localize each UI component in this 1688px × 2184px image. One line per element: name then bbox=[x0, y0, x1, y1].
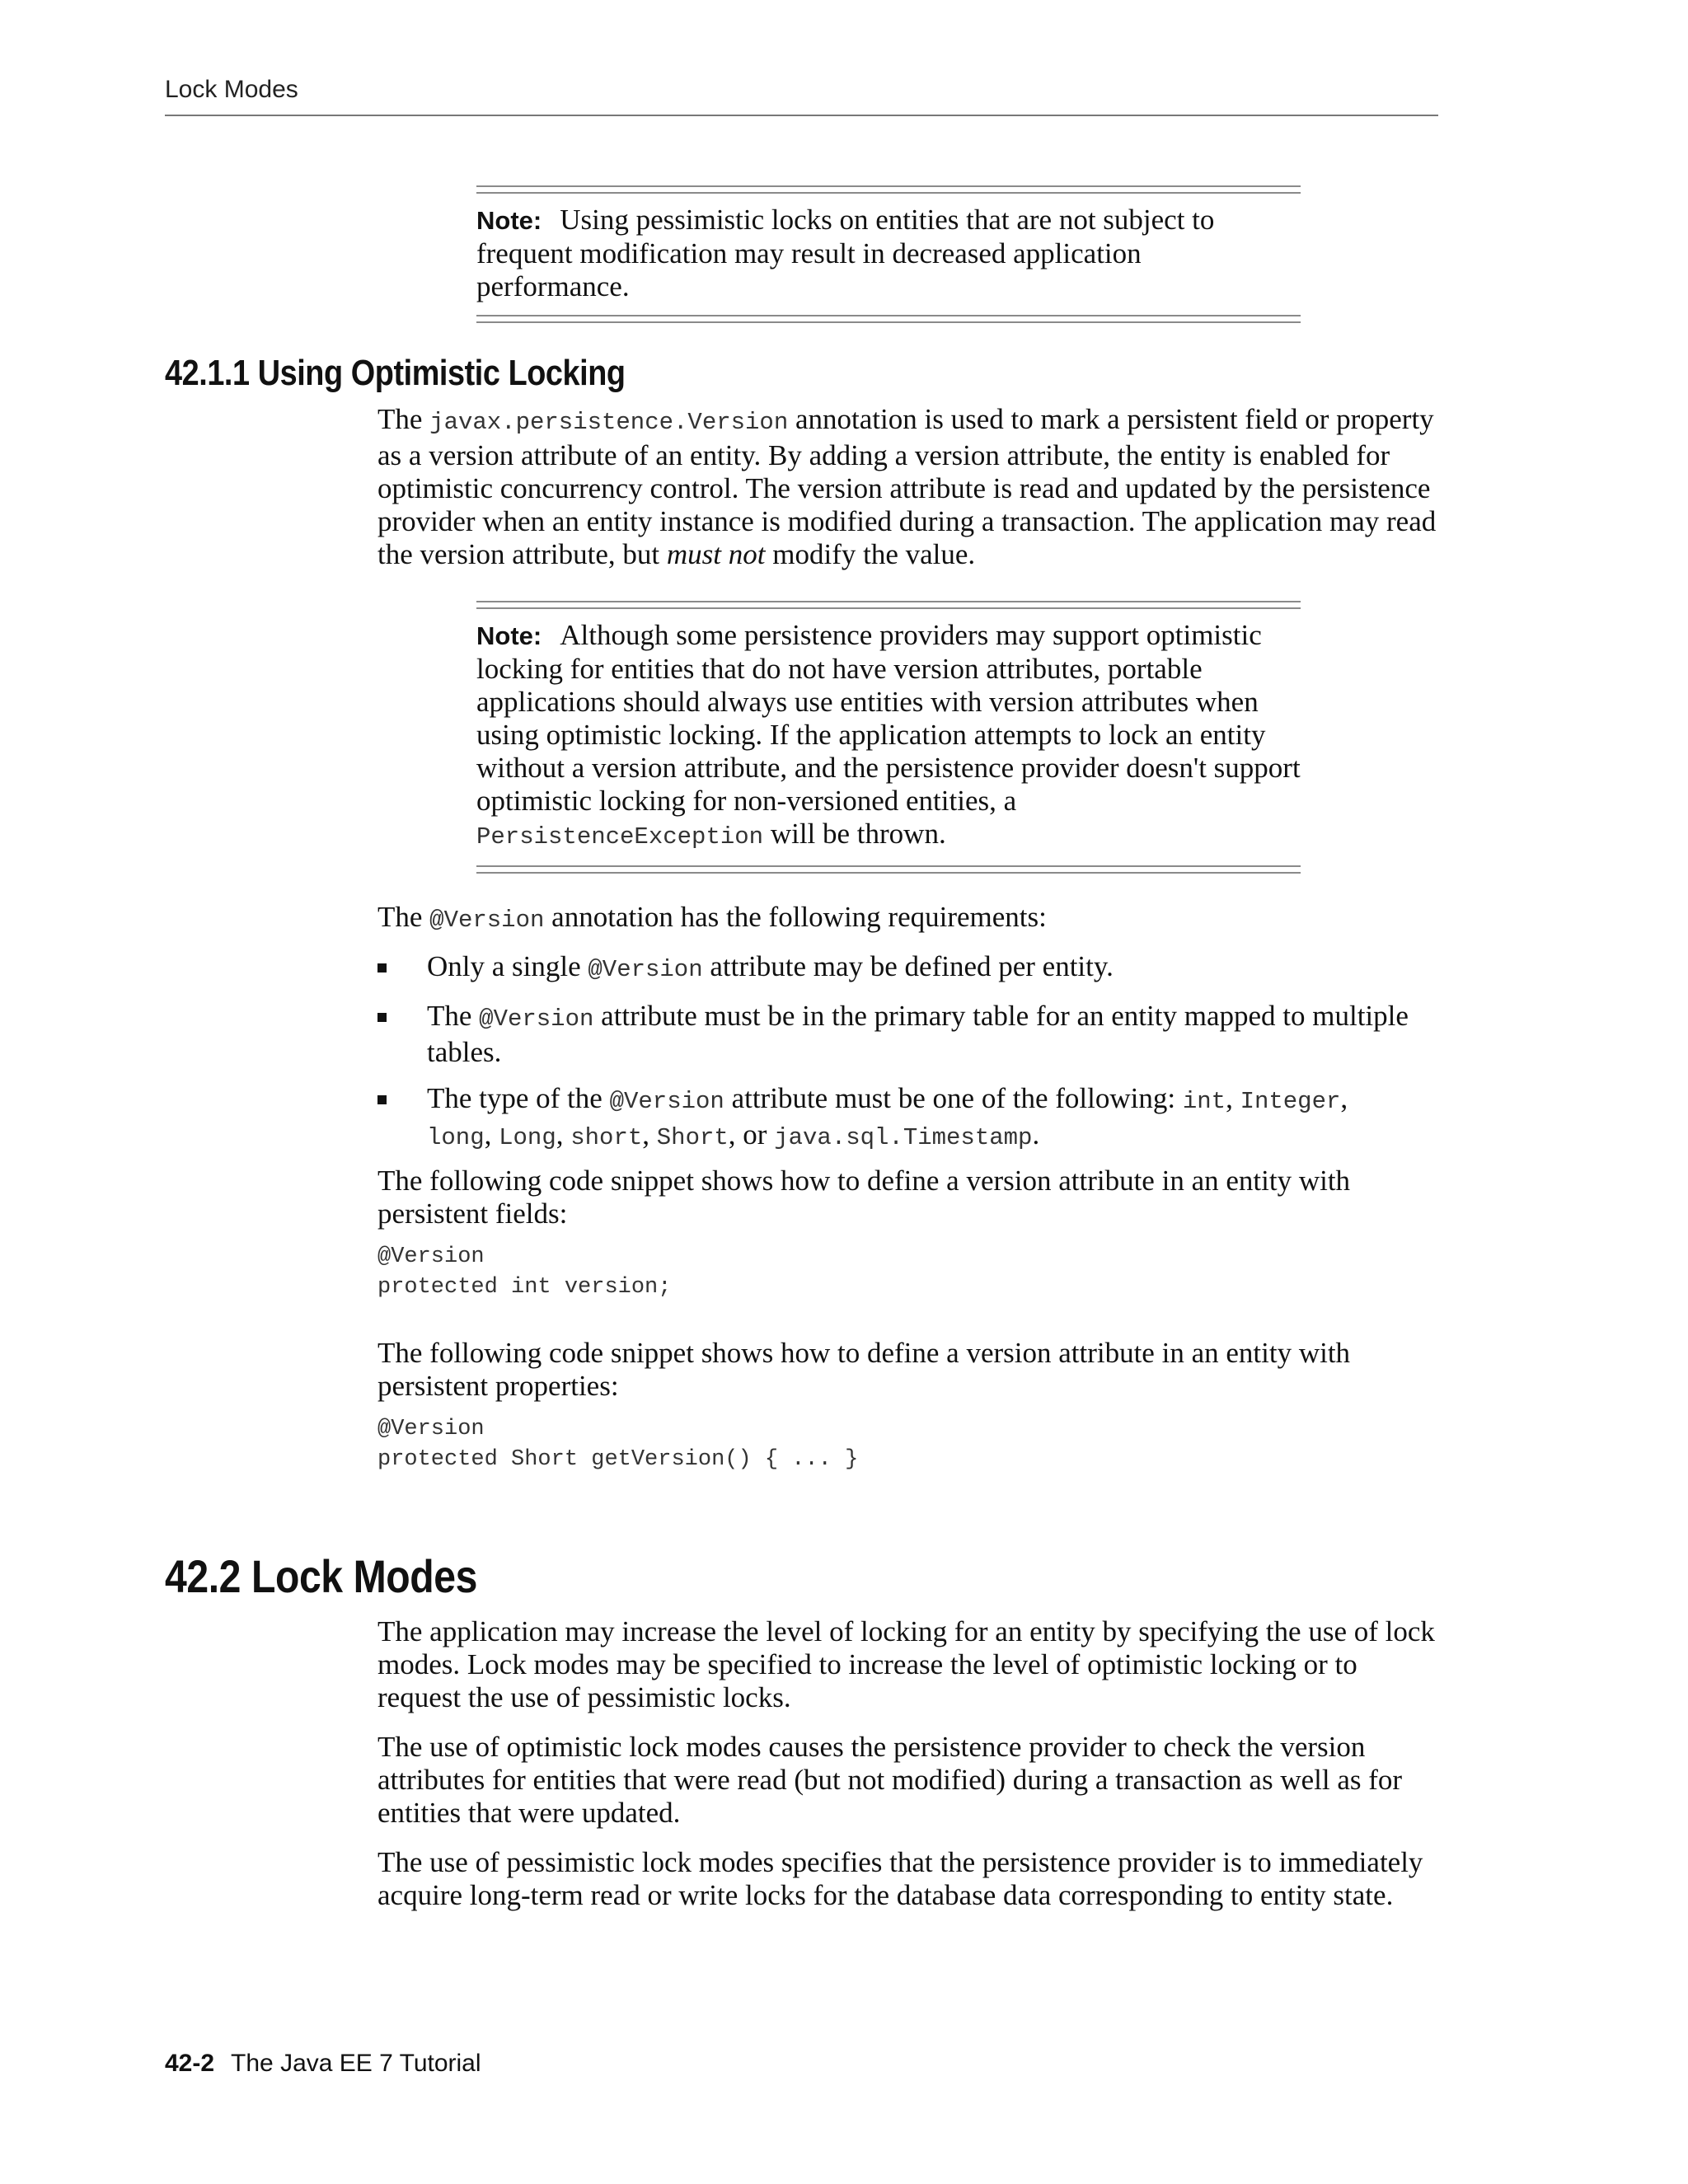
text-run: . bbox=[1032, 1118, 1040, 1151]
text-run: The bbox=[377, 901, 430, 933]
paragraph-lock-modes-2: The use of optimistic lock modes causes the persistence provider to check the version attributes for entities that were read (but not modified) during a transaction as well as for entities that were updated. bbox=[377, 1731, 1403, 1829]
inline-code: @Version bbox=[479, 1005, 594, 1033]
text-run: annotation is used to mark a persistent field or property as a version attribute of an entity. By adding a version attribute, the entity is enabled for optimistic concurrency control. The version attribute is read and updated by the persistence provider when an entity instance is modified during a transaction. The application may read the version attribute, but bbox=[377, 403, 1437, 570]
inline-code: @Version bbox=[609, 1088, 724, 1115]
list-item bbox=[377, 950, 1441, 987]
inline-code: @Version bbox=[588, 956, 703, 983]
code-line: @Version bbox=[377, 1244, 485, 1269]
section-heading-optimistic-locking: 42.1.1 Using Optimistic Locking bbox=[165, 353, 626, 393]
separator: , or bbox=[728, 1118, 775, 1151]
inline-code: javax.persistence.Version bbox=[429, 409, 789, 436]
inline-code: Long bbox=[499, 1124, 556, 1151]
text-run: The bbox=[377, 403, 430, 435]
emphasis-text: must not bbox=[666, 538, 766, 570]
code-block-properties bbox=[377, 1414, 858, 1475]
separator: , bbox=[556, 1118, 571, 1151]
bullet-square-icon bbox=[377, 1013, 387, 1022]
paragraph-lock-modes-1: The application may increase the level of locking for an entity by specifying the use of lock modes. Lock modes may be specified to increase the level of optimistic locking or to request the use of pessimistic locks. bbox=[377, 1615, 1435, 1713]
note-text: Using pessimistic locks on entities that are not subject to frequent modification may result in decreased application performance. bbox=[476, 204, 1215, 302]
text-run: attribute must be one of the following: bbox=[724, 1082, 1183, 1114]
list-item-text bbox=[427, 1082, 1441, 1155]
note-text-end: will be thrown. bbox=[763, 818, 946, 850]
header-rule bbox=[165, 115, 1438, 116]
separator: , bbox=[642, 1118, 657, 1151]
bullet-square-icon bbox=[377, 1095, 387, 1104]
text-run: modify the value. bbox=[765, 538, 976, 570]
list-item bbox=[377, 1082, 1441, 1155]
text-run: The type of the bbox=[427, 1082, 610, 1114]
list-item-text bbox=[427, 950, 1441, 987]
code-line: @Version bbox=[377, 1417, 485, 1441]
note-body bbox=[476, 609, 1301, 865]
note-label: Note: bbox=[476, 621, 542, 650]
inline-code: Short bbox=[656, 1124, 729, 1151]
code-line: protected int version; bbox=[377, 1275, 672, 1300]
page-footer bbox=[165, 2050, 481, 2078]
separator: , bbox=[1340, 1082, 1348, 1114]
paragraph-lock-modes-3: The use of pessimistic lock modes specifies that the persistence provider is to immediately acquire long-term read or write locks for the database data corresponding to entity state. bbox=[377, 1846, 1423, 1911]
inline-code: java.sql.Timestamp bbox=[774, 1124, 1033, 1151]
text-run: The bbox=[427, 1000, 480, 1032]
page-number: 42-2 bbox=[165, 2050, 215, 2077]
note-box-pessimistic bbox=[476, 185, 1301, 323]
paragraph-fields-intro: The following code snippet shows how to define a version attribute in an entity with persistent fields: bbox=[377, 1165, 1351, 1230]
paragraph-properties-intro: The following code snippet shows how to define a version attribute in an entity with persistent properties: bbox=[377, 1337, 1351, 1402]
inline-code: @Version bbox=[429, 907, 545, 934]
list-item-text bbox=[427, 1000, 1441, 1069]
code-line: protected Short getVersion() { ... } bbox=[377, 1447, 859, 1472]
bullet-square-icon bbox=[377, 963, 387, 972]
note-body bbox=[476, 194, 1301, 315]
note-label: Note: bbox=[476, 206, 542, 235]
note-top-rule bbox=[476, 601, 1301, 609]
text-run: attribute may be defined per entity. bbox=[702, 950, 1114, 982]
separator: , bbox=[484, 1118, 499, 1151]
section-heading-lock-modes: 42.2 Lock Modes bbox=[165, 1550, 477, 1602]
text-run: annotation has the following requirements: bbox=[544, 901, 1047, 933]
note-bottom-rule bbox=[476, 865, 1301, 874]
paragraph-version-annotation bbox=[377, 403, 1441, 571]
inline-code: PersistenceException bbox=[476, 823, 764, 851]
paragraph-requirements-intro bbox=[377, 901, 1441, 937]
text-run: attribute must be in the primary table for an entity mapped to multiple tables. bbox=[427, 1000, 1409, 1068]
inline-code: int bbox=[1182, 1088, 1226, 1115]
inline-code: short bbox=[570, 1124, 643, 1151]
code-block-fields bbox=[377, 1242, 671, 1303]
note-text: Although some persistence providers may support optimistic locking for entities that do not have version attributes, portable applications should always use entities with version attributes when using optimistic locking. If the application attempts to lock an entity without a version attribute, and the persistence provider doesn't support optimistic locking for non-versioned entities, a bbox=[476, 619, 1301, 817]
book-title: The Java EE 7 Tutorial bbox=[231, 2050, 481, 2077]
note-box-version-attributes bbox=[476, 601, 1301, 874]
text-run: Only a single bbox=[427, 950, 588, 982]
list-item bbox=[377, 1000, 1441, 1069]
note-bottom-rule bbox=[476, 315, 1301, 323]
separator: , bbox=[1226, 1082, 1240, 1114]
inline-code: Integer bbox=[1240, 1088, 1341, 1115]
inline-code: long bbox=[427, 1124, 485, 1151]
running-header: Lock Modes bbox=[165, 76, 298, 103]
note-top-rule bbox=[476, 185, 1301, 194]
